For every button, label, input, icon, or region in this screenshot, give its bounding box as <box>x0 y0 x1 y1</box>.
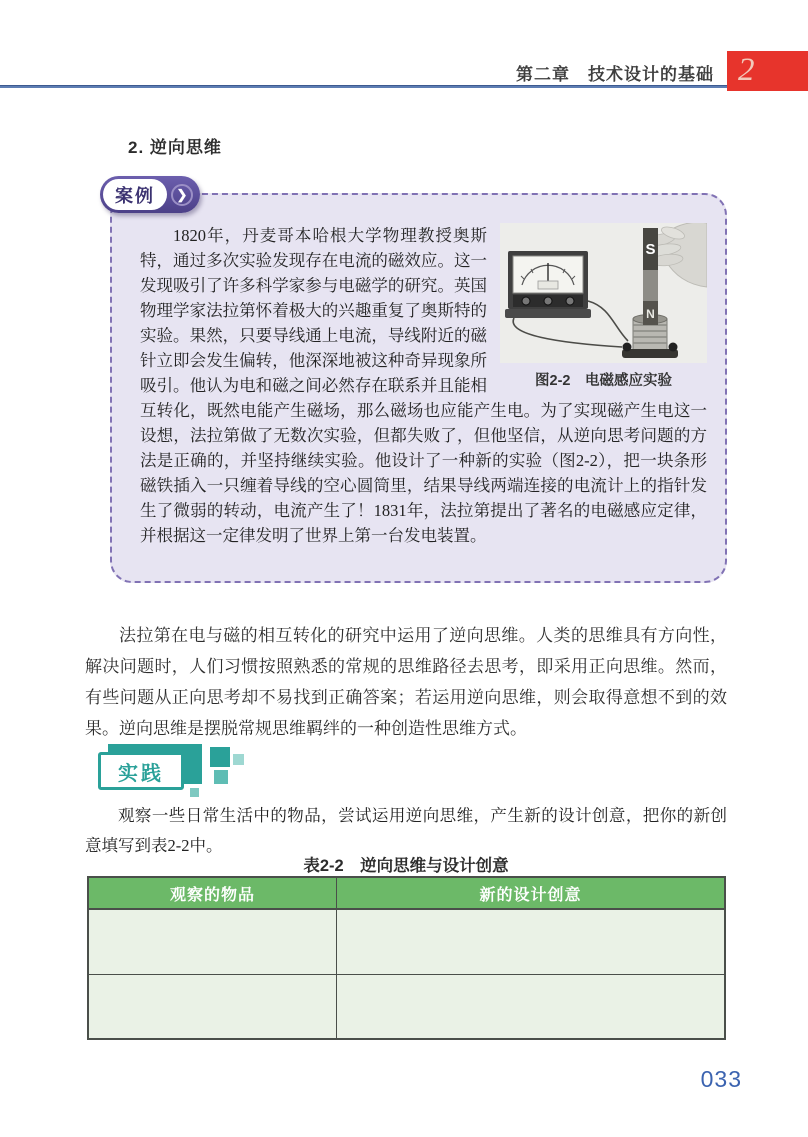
body-paragraph: 法拉第在电与磁的相互转化的研究中运用了逆向思维。人类的思维具有方向性，解决问题时，人们习惯按照熟悉的常规的思维路径去思考，即采用正向思维。然而，有些问题从正向思考却不易找到正确答案；若运用逆向思维，则会取得意想不到的效果。逆向思维是摆脱常规思维羁绊的一种创造性思维方式。 <box>85 626 727 738</box>
table-cell-empty <box>88 909 336 974</box>
section-title: 2. 逆向思维 <box>128 138 222 157</box>
table-cell-empty <box>88 974 336 1039</box>
column-header-idea: 新的设计创意 <box>336 877 725 909</box>
magnet-north-label: N <box>646 307 655 321</box>
page-number: 033 <box>700 1066 742 1092</box>
decor-square <box>190 788 199 797</box>
case-label-badge <box>100 176 200 213</box>
chevron-right-icon: ❯ <box>171 184 193 206</box>
case-content <box>140 223 707 548</box>
decor-square <box>210 747 230 767</box>
table-title: 表2-2 逆向思维与设计创意 <box>303 857 509 875</box>
practice-label-badge <box>98 744 258 796</box>
table-cell-empty <box>336 974 725 1039</box>
induction-experiment-photo <box>500 223 707 363</box>
chapter-number: 2 <box>738 52 755 88</box>
decor-square <box>233 754 244 765</box>
induction-experiment-illustration <box>500 223 707 363</box>
decor-square <box>214 770 228 784</box>
column-header-item: 观察的物品 <box>88 877 336 909</box>
table-cell-empty <box>336 909 725 974</box>
table-row <box>88 974 725 1039</box>
magnet-south-label: S <box>645 241 656 258</box>
chapter-title: 第二章 技术设计的基础 <box>516 65 714 84</box>
practice-paragraph: 观察一些日常生活中的物品，尝试运用逆向思维，产生新的设计创意，把你的新创意填写到表2-2中。 <box>85 806 727 855</box>
case-label-text: 案例 <box>103 179 167 210</box>
idea-table <box>87 876 726 1040</box>
table-row <box>88 909 725 974</box>
figure-2-2 <box>500 223 707 394</box>
table-header-row <box>88 877 725 909</box>
case-box <box>110 185 727 583</box>
case-paragraph: 1820年，丹麦哥本哈根大学物理教授奥斯特，通过多次实验发现存在电流的磁效应。这一发现吸引了许多科学家参与电磁学的研究。英国物理学家法拉第怀着极大的兴趣重复了奥斯特的实验。果然，只要导线通上电流，导线附近的磁针立即会发生偏转，他深深地被这种奇异现象所吸引。他认为电和磁之间必然存在联系并且能相互转化，既然电能产生磁场，那么磁场也应能产生电。为了实现磁产生电这一设想，法拉第做了无数次实验，但都失败了，但他坚信，从逆向思考问题的方法是正确的，并坚持继续实验。他设计了一种新的实验（图2-2），把一块条形磁铁插入一只缠着导线的空心圆筒里，结果导线两端连接的电流计上的指针发生了微弱的转动，电流产生了！1831年，法拉第提出了著名的电磁感应定律，并根据这一定律发明了世界上第一台发电装置。 <box>140 226 707 545</box>
figure-caption: 图2-2 电磁感应实验 <box>535 373 672 389</box>
practice-label-text: 实践 <box>98 752 184 790</box>
header-rule <box>0 85 727 88</box>
chapter-number-badge <box>727 51 808 91</box>
